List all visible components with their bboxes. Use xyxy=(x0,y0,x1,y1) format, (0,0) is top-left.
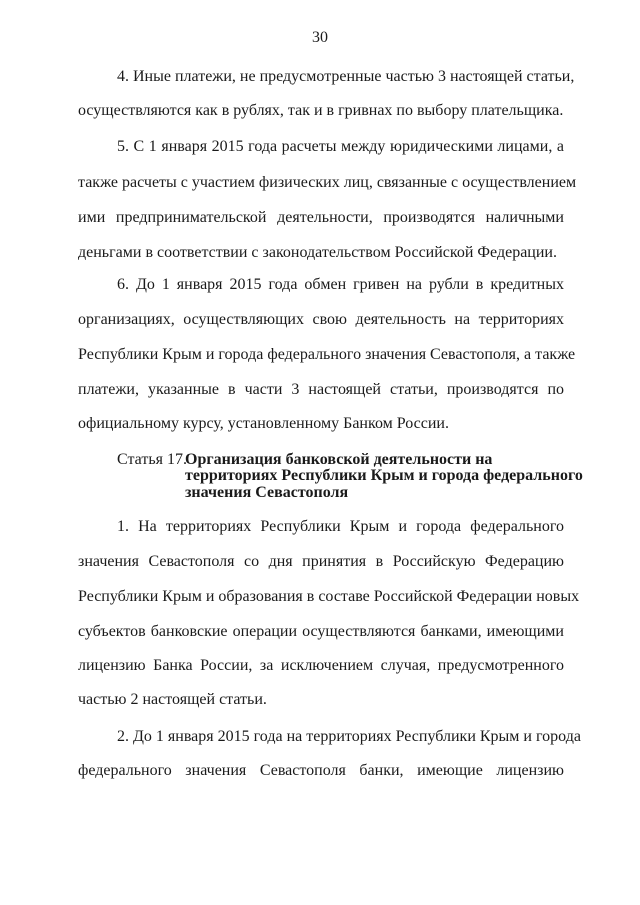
paragraph-6-line-4: платежи, указанные в части 3 настоящей статьи, производятся по xyxy=(78,381,564,398)
article-17-p1-line-4: субъектов банковские операции осуществляются банками, имеющими xyxy=(78,623,564,640)
article-17-title-line-2: территориях Республики Крым и города федерального xyxy=(185,467,583,484)
paragraph-5-line-2: также расчеты с участием физических лиц, связанные с осуществлением xyxy=(78,174,577,191)
paragraph-4-line-1: 4. Иные платежи, не предусмотренные частью 3 настоящей статьи, xyxy=(117,68,575,85)
paragraph-5-line-4: деньгами в соответствии с законодательством Российской Федерации. xyxy=(78,244,557,261)
article-17-title-line-3: значения Севастополя xyxy=(185,484,349,501)
paragraph-5-line-1: 5. С 1 января 2015 года расчеты между юридическими лицами, а xyxy=(117,138,564,155)
article-17-p1-line-1: 1. На территориях Республики Крым и города федерального xyxy=(117,518,564,535)
paragraph-6-line-3: Республики Крым и города федерального значения Севастополя, а также xyxy=(78,346,576,363)
article-17-p1-line-3: Республики Крым и образования в составе Российской Федерации новых xyxy=(78,588,580,605)
article-17-p2-line-2: федерального значения Севастополя банки, имеющие лицензию xyxy=(78,762,564,779)
article-17-label: Статья 17. xyxy=(117,451,187,468)
paragraph-6-line-5: официальному курсу, установленному Банком России. xyxy=(78,415,449,432)
article-17-title-line-1: Организация банковской деятельности на xyxy=(185,451,493,468)
article-17-p2-line-1: 2. До 1 января 2015 года на территориях Республики Крым и города xyxy=(117,728,581,745)
article-17-p1-line-2: значения Севастополя со дня принятия в Российскую Федерацию xyxy=(78,553,564,570)
article-17-p1-line-5: лицензию Банка России, за исключением случая, предусмотренного xyxy=(78,657,564,674)
paragraph-6-line-1: 6. До 1 января 2015 года обмен гривен на рубли в кредитных xyxy=(117,276,564,293)
paragraph-5-line-3: ими предпринимательской деятельности, производятся наличными xyxy=(78,209,564,226)
paragraph-4-line-2: осуществляются как в рублях, так и в гривнах по выбору плательщика. xyxy=(78,102,564,119)
article-17-p1-line-6: частью 2 настоящей статьи. xyxy=(78,691,267,708)
paragraph-6-line-2: организациях, осуществляющих свою деятельность на территориях xyxy=(78,311,564,328)
page-number: 30 xyxy=(312,29,328,46)
